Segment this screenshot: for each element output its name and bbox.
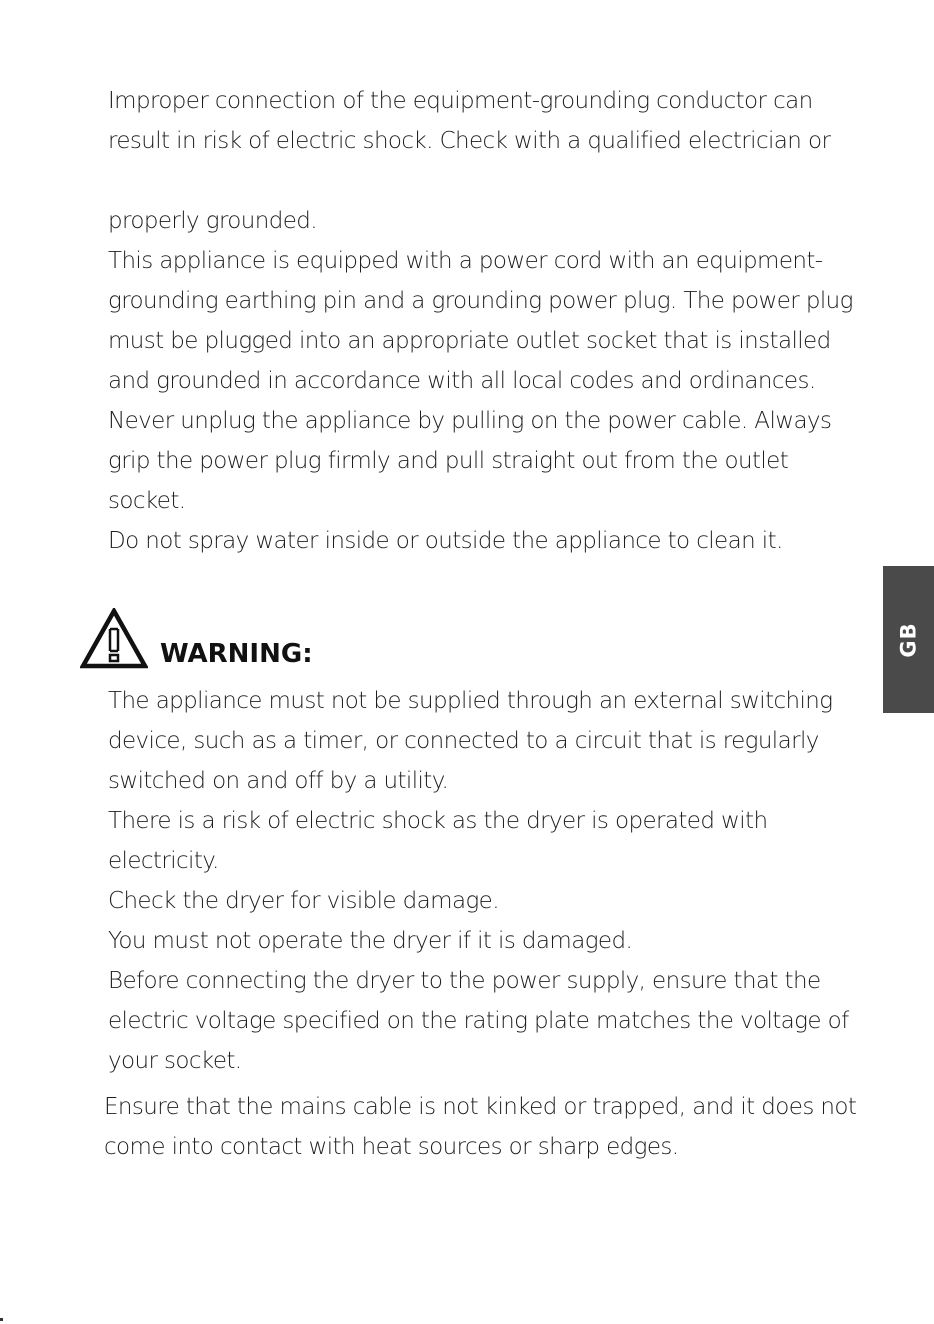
text-line: This appliance is equipped with a power cord with an equipment- <box>108 248 823 274</box>
text-line: result in risk of electric shock. Check with a qualified electrician or <box>108 128 831 154</box>
text-line: must be plugged into an appropriate outlet socket that is installed <box>108 328 831 354</box>
text-line: Check the dryer for visible damage. <box>108 888 499 914</box>
warning-triangle-icon <box>80 608 148 670</box>
text-line: Do not spray water inside or outside the appliance to clean it. <box>108 528 783 554</box>
warning-title: WARNING: <box>160 639 313 669</box>
text-line: grip the power plug firmly and pull straight out from the outlet <box>108 448 789 474</box>
text-line: socket. <box>108 488 186 514</box>
text-line: The appliance must not be supplied through an external switching <box>108 688 833 714</box>
language-tab-label: GB <box>896 621 921 658</box>
text-line: Improper connection of the equipment-grounding conductor can <box>108 88 813 114</box>
text-line: electricity. <box>108 848 219 874</box>
corner-mark <box>0 1318 3 1321</box>
text-line: electric voltage specified on the rating plate matches the voltage of <box>108 1008 849 1034</box>
text-line: There is a risk of electric shock as the dryer is operated with <box>108 808 768 834</box>
text-line: properly grounded. <box>108 208 317 234</box>
text-line: grounding earthing pin and a grounding power plug. The power plug <box>108 288 853 314</box>
warning-heading <box>80 604 313 670</box>
text-line: You must not operate the dryer if it is damaged. <box>108 928 633 954</box>
text-line: come into contact with heat sources or sharp edges. <box>104 1134 679 1160</box>
language-tab <box>883 566 934 713</box>
text-line: your socket. <box>108 1048 242 1074</box>
text-line: device, such as a timer, or connected to a circuit that is regularly <box>108 728 819 754</box>
text-line: Before connecting the dryer to the power supply, ensure that the <box>108 968 821 994</box>
text-line: Never unplug the appliance by pulling on the power cable. Always <box>108 408 832 434</box>
text-line: and grounded in accordance with all local codes and ordinances. <box>108 368 816 394</box>
text-line: Ensure that the mains cable is not kinked or trapped, and it does not <box>104 1094 857 1120</box>
text-line: switched on and off by a utility. <box>108 768 449 794</box>
